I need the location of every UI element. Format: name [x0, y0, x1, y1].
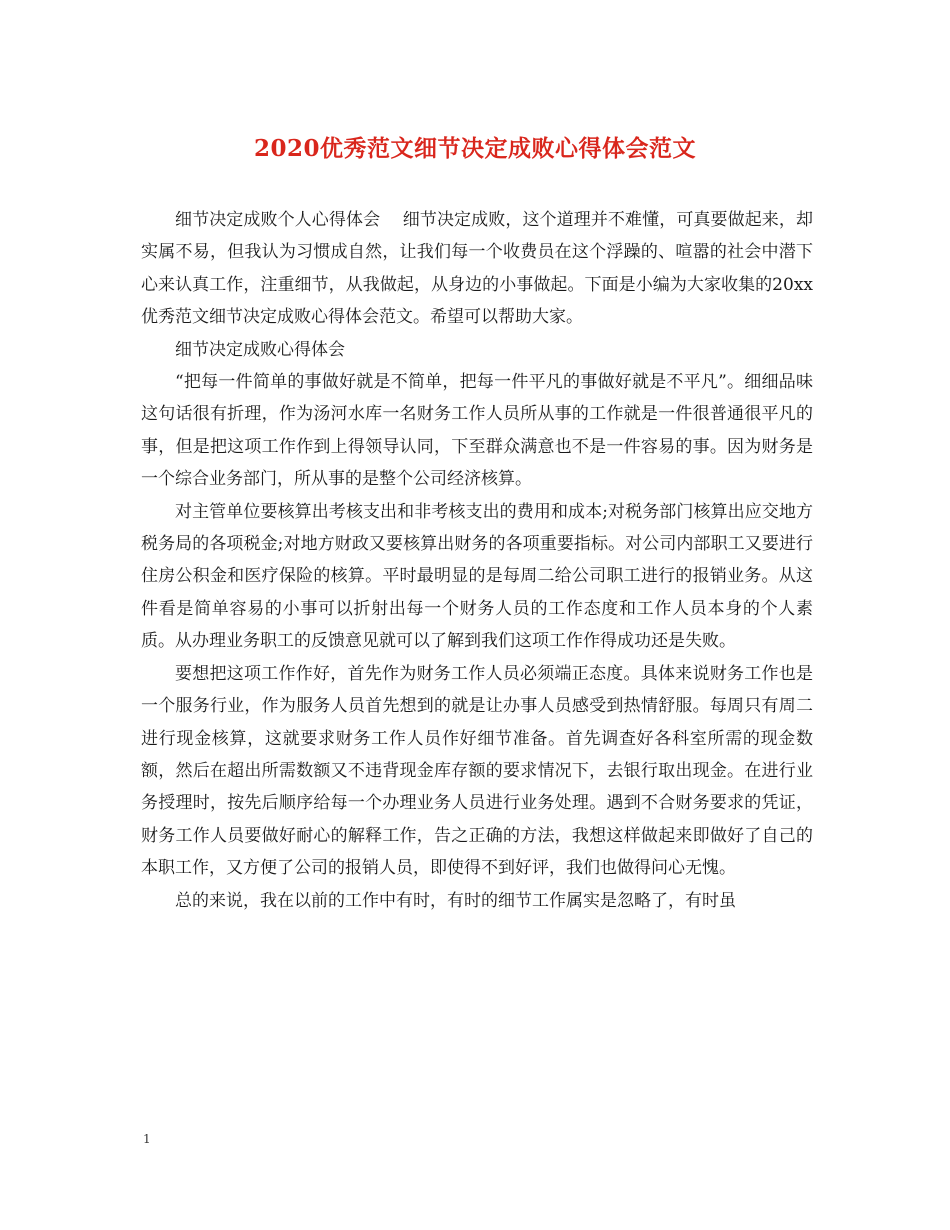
paragraph: 总的来说，我在以前的工作中有时，有时的细节工作属实是忽略了，有时虽 — [175, 890, 736, 911]
document-title: 2020优秀范文细节决定成败心得体会范文 — [253, 135, 696, 162]
paragraph: 要想把这项工作作好，首先作为财务工作人员必须端正态度。具体来说财务工作也是一个服务行业，作为服务人员首先想到的就是让办事人员感受到热情舒服。每周只有周二进行现金核算，这就要求财务工作人员作好细节准备。首先调查好各科室所需的现金数额，然后在超出所需数额又不违背现金库存额的要求情况下，去银行取出现金。在进行业务授理时，按先后顺序给每一个办理业务人员进行业务处理。遇到不合财务要求的凭证，财务工作人员要做好耐心的解释工作，告之正确的方法，我想这样做起来即做好了自己的本职工作，又方便了公司的报销人员，即使得不到好评，我们也做得问心无愧。 — [141, 663, 813, 879]
paragraph: “把每一件简单的事做好就是不简单，把每一件平凡的事做好就是不平凡”。细细品味这句话很有折理，作为汤河水库一名财务工作人员所从事的工作就是一件很普通很平凡的事，但是把这项工作作到上得领导认同，下至群众满意也不是一件容易的事。因为财务是一个综合业务部门，所从事的是整个公司经济核算。 — [141, 372, 813, 490]
paragraph: 对主管单位要核算出考核支出和非考核支出的费用和成本;对税务部门核算出应交地方税务局的各项税金;对地方财政又要核算出财务的各项重要指标。对公司内部职工又要进行住房公积金和医疗保险的核算。平时最明显的是每周二给公司职工进行的报销业务。从这件看是简单容易的小事可以折射出每一个财务人员的工作态度和工作人员本身的个人素质。从办理业务职工的反馈意见就可以了解到我们这项工作作得成功还是失败。 — [141, 501, 813, 652]
page-number: 1 — [143, 1132, 151, 1146]
document-body — [141, 204, 813, 917]
paragraph: 细节决定成败个人心得体会 细节决定成败，这个道理并不难懂，可真要做起来，却实属不易，但我认为习惯成自然，让我们每一个收费员在这个浮躁的、喧嚣的社会中潜下心来认真工作，注重细节，从我做起，从身边的小事做起。下面是小编为大家收集的20xx优秀范文细节决定成败心得体会范文。希望可以帮助大家。 — [141, 210, 813, 328]
section-heading: 细节决定成败心得体会 — [175, 339, 345, 360]
